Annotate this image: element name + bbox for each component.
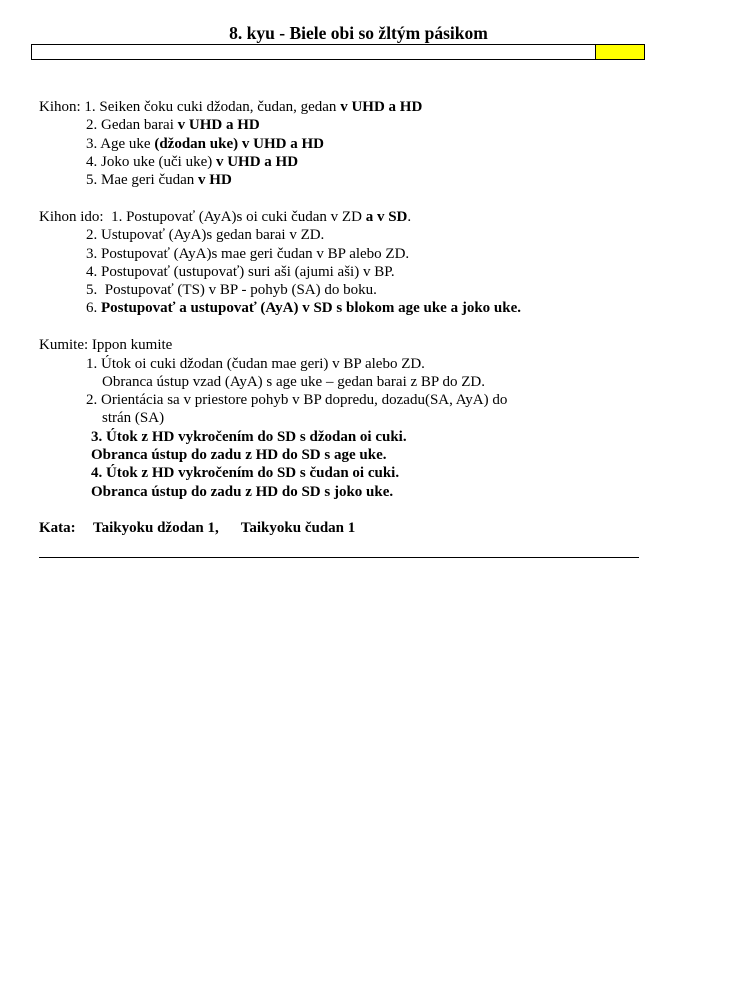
kihon-item-1: Kihon: 1. Seiken čoku cuki džodan, čudan, gedan v UHD a HD	[39, 99, 423, 115]
kumite-label: Kumite:	[39, 337, 89, 354]
kihon-section	[39, 98, 679, 189]
kumite-item-2-line-2: strán (SA)	[102, 410, 165, 427]
kihon-ido-item-4: 4. Postupovať (ustupovať) suri aši (ajumi aši) v BP.	[86, 263, 395, 280]
kumite-item-2: 2. Orientácia sa v priestore pohyb v BP dopredu, dozadu(SA, AyA) do	[86, 392, 508, 409]
kumite-item-4-line-2: Obranca ústup do zadu z HD do SD s joko uke.	[91, 483, 394, 500]
kihon-ido-item-2: 2. Ustupovať (AyA)s gedan barai v ZD.	[86, 227, 325, 244]
kihon-ido-item-1: Kihon ido: 1. Postupovať (AyA)s oi cuki čudan v ZD a v SD.	[39, 208, 412, 225]
belt-graphic	[31, 44, 645, 60]
kata-section	[39, 519, 679, 537]
kihon-item-5: 5. Mae geri čudan v HD	[86, 172, 232, 189]
kumite-item-1: 1. Útok oi cuki džodan (čudan mae geri) v BP alebo ZD.	[86, 355, 425, 372]
kihon-label: Kihon:	[39, 99, 81, 115]
kumite-heading: Kumite: Ippon kumite	[39, 337, 173, 354]
kumite-section	[39, 336, 679, 501]
kihon-item-2: 2. Gedan barai v UHD a HD	[86, 117, 260, 134]
kihon-item-3: 3. Age uke (džodan uke) v UHD a HD	[86, 135, 324, 152]
kihon-item-4: 4. Joko uke (uči uke) v UHD a HD	[86, 153, 299, 170]
kihon-ido-item-6: 6. Postupovať a ustupovať (AyA) v SD s blokom age uke a joko uke.	[86, 300, 521, 317]
kihon-ido-section	[39, 208, 679, 318]
exam-content	[39, 98, 679, 538]
belt-yellow-stripe	[595, 45, 644, 59]
page-title: 8. kyu - Biele obi so žltým pásikom	[229, 23, 488, 43]
kihon-ido-item-3: 3. Postupovať (AyA)s mae geri čudan v BP alebo ZD.	[86, 245, 410, 262]
kumite-item-4: 4. Útok z HD vykročením do SD s čudan oi cuki.	[91, 465, 400, 482]
kata-label: Kata:	[39, 520, 76, 537]
bottom-divider	[39, 557, 639, 558]
kata-first: Taikyoku džodan 1,	[93, 520, 219, 537]
kumite-item-3-line-2: Obranca ústup do zadu z HD do SD s age uke.	[91, 447, 387, 464]
kumite-item-1-line-2: Obranca ústup vzad (AyA) s age uke – gedan barai z BP do ZD.	[102, 373, 485, 390]
kata-second: Taikyoku čudan 1	[240, 520, 356, 537]
kihon-ido-item-5: 5. Postupovať (TS) v BP - pohyb (SA) do boku.	[86, 282, 377, 299]
kihon-ido-label: Kihon ido:	[39, 208, 104, 225]
kumite-item-3: 3. Útok z HD vykročením do SD s džodan oi cuki.	[91, 428, 407, 445]
